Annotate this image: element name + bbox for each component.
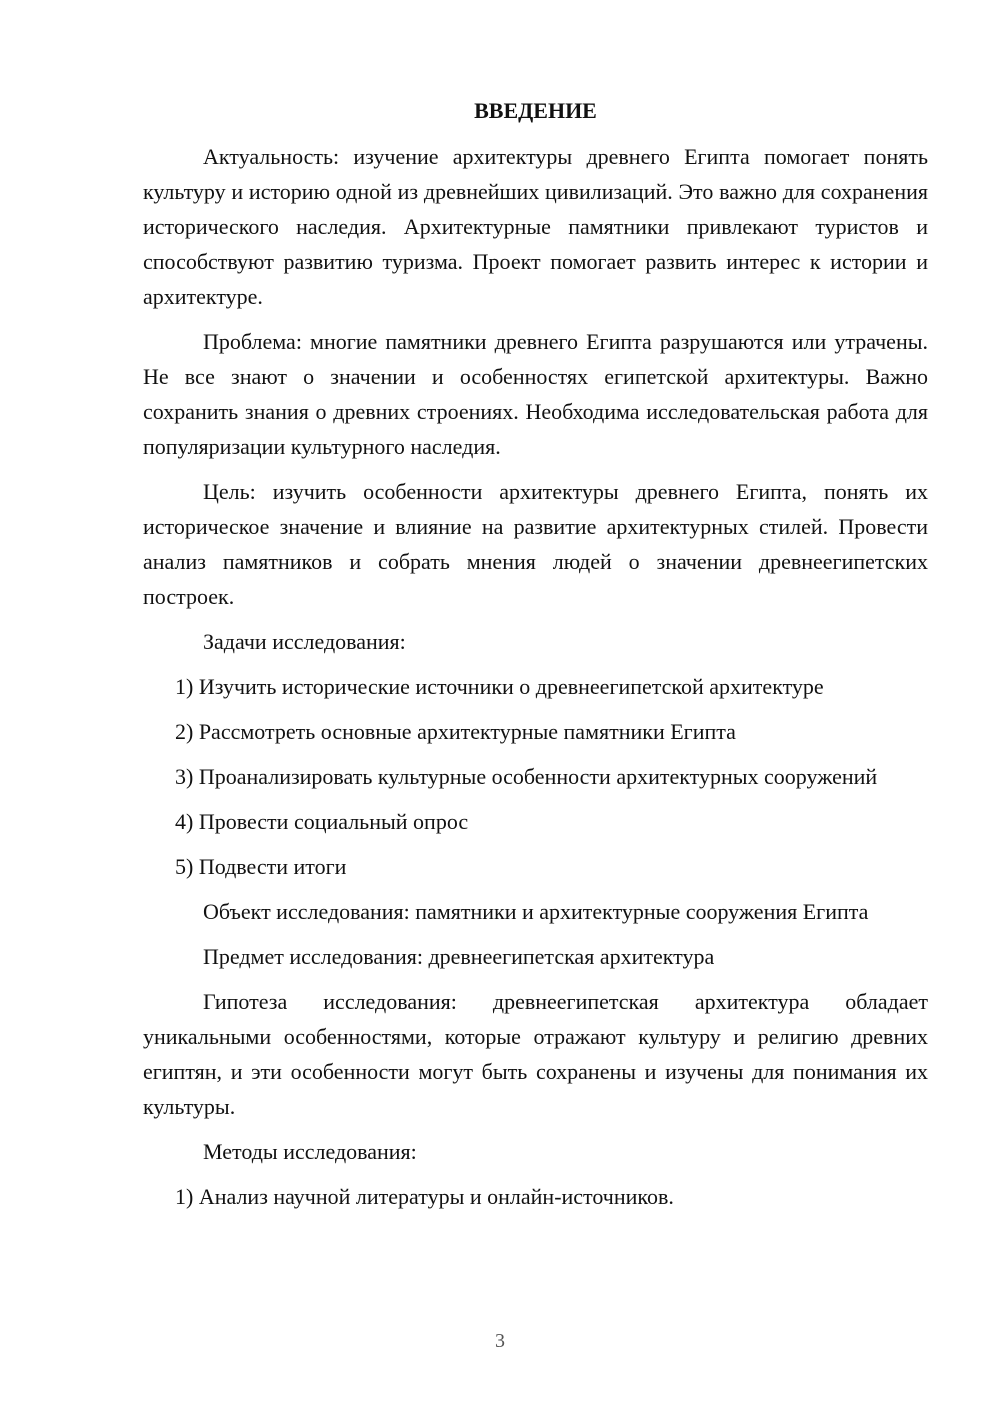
hypothesis-paragraph: Гипотеза исследования: древнеегипетская архитектура обладает уникальными особенностями, которые отражают культуру и религию древних египтян, и эти особенности могут быть сохранены и изучены для понимания их культуры. — [143, 989, 928, 1119]
object-paragraph: Объект исследования: памятники и архитектурные сооружения Египта — [203, 899, 869, 924]
method-item-1: 1) Анализ научной литературы и онлайн-источников. — [175, 1184, 674, 1209]
methods-heading: Методы исследования: — [203, 1139, 417, 1164]
task-item-4: 4) Провести социальный опрос — [175, 809, 469, 834]
relevance-paragraph: Актуальность: изучение архитектуры древнего Египта помогает понять культуру и историю одной из древнейших цивилизаций. Это важно для сохранения исторического наследия. Архитектурные памятники привлекают туристов и способствуют развитию туризма. Проект помогает развить интерес к истории и архитектуре. — [143, 144, 928, 309]
task-item-3: 3) Проанализировать культурные особенности архитектурных сооружений — [175, 764, 878, 789]
task-item-5: 5) Подвести итоги — [175, 854, 347, 879]
tasks-heading: Задачи исследования: — [203, 629, 406, 654]
section-title: ВВЕДЕНИЕ — [474, 98, 597, 123]
page-content — [143, 93, 928, 1224]
goal-paragraph: Цель: изучить особенности архитектуры древнего Египта, понять их историческое значение и влияние на развитие архитектурных стилей. Провести анализ памятников и собрать мнения людей о значении древнеегипетских построек. — [143, 479, 928, 609]
page-number: 3 — [495, 1330, 505, 1352]
problem-paragraph: Проблема: многие памятники древнего Египта разрушаются или утрачены. Не все знают о значении и особенностях египетской архитектуры. Важно сохранить знания о древних строениях. Необходима исследовательская работа для популяризации культурного наследия. — [143, 329, 928, 459]
task-item-2: 2) Рассмотреть основные архитектурные памятники Египта — [175, 719, 736, 744]
task-item-1: 1) Изучить исторические источники о древнеегипетской архитектуре — [175, 674, 824, 699]
subject-paragraph: Предмет исследования: древнеегипетская архитектура — [203, 944, 715, 969]
